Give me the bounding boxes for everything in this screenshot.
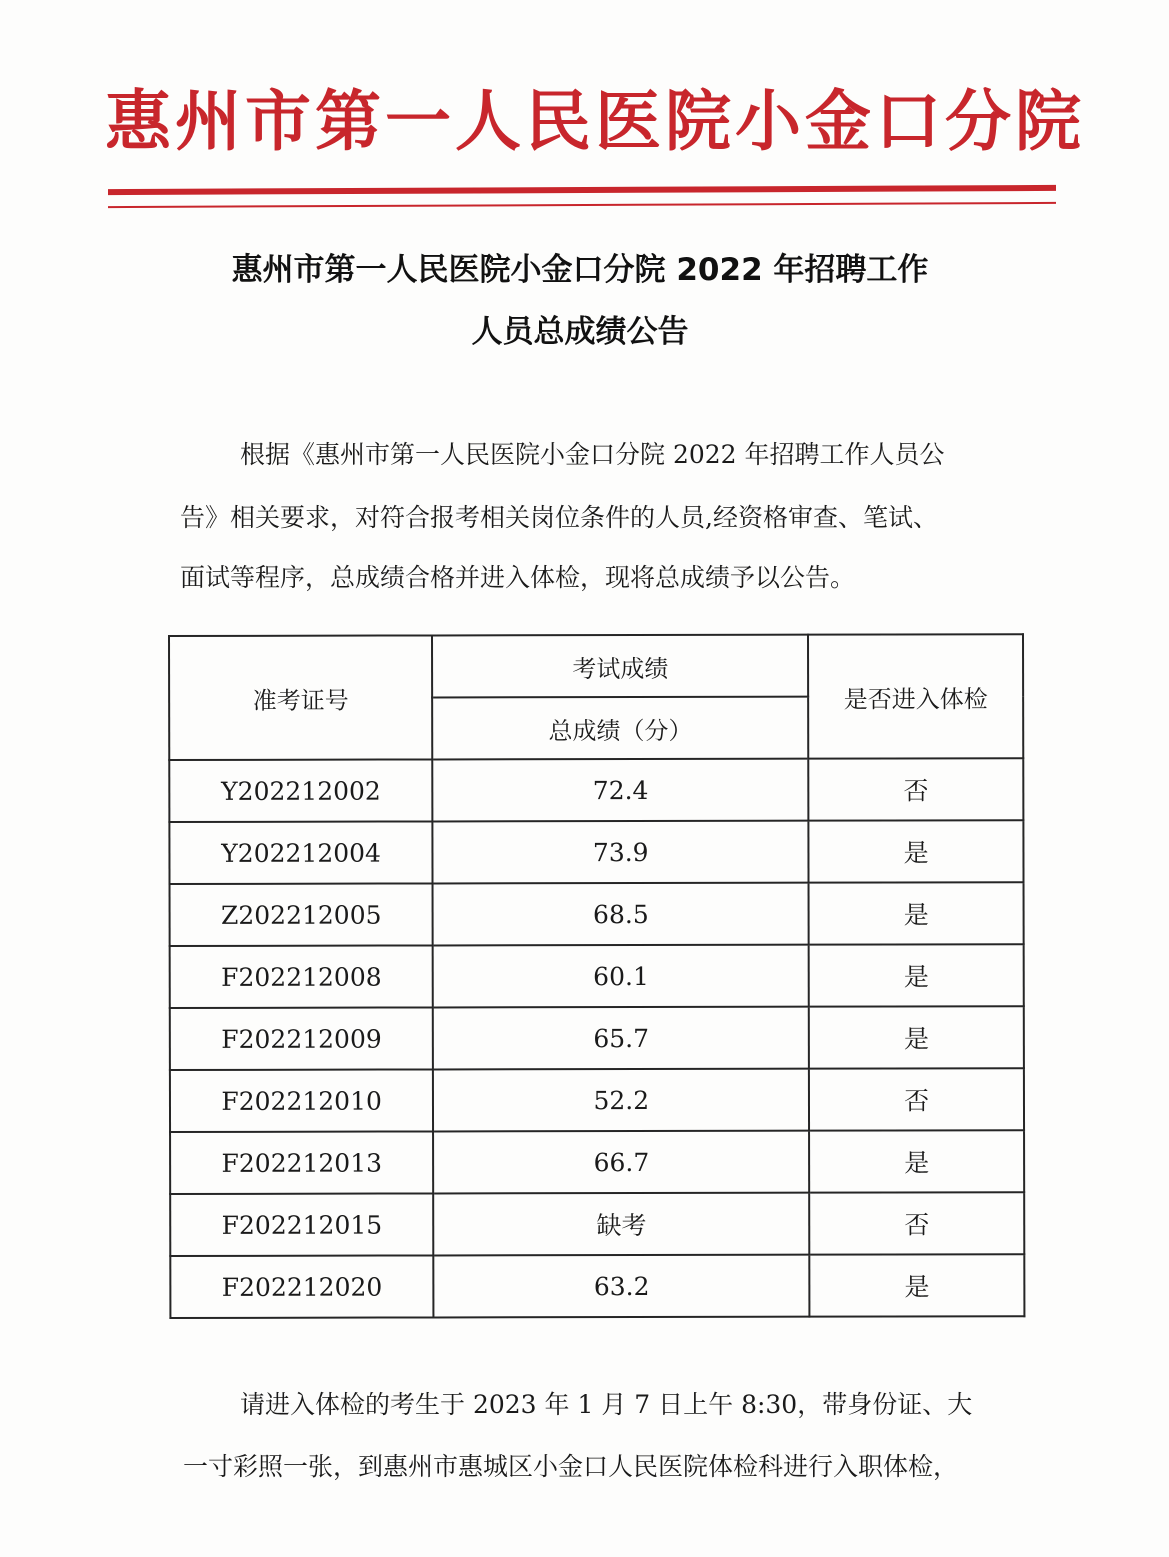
cell-candidate-id: F202212008 — [170, 945, 433, 1008]
notice-line-1: 请进入体检的考生于 2023 年 1 月 7 日上午 8:30，带身份证、大 — [240, 1390, 973, 1419]
intro-line-1: 根据《惠州市第一人民医院小金口分院 2022 年招聘工作人员公 — [240, 440, 945, 469]
table-header-row — [169, 634, 1023, 698]
header-candidate-id: 准考证号 — [169, 635, 433, 760]
cell-candidate-id: F202212013 — [170, 1131, 433, 1194]
cell-candidate-id: F202212015 — [170, 1193, 433, 1256]
table-row — [170, 1254, 1024, 1318]
cell-total-score: 72.4 — [433, 759, 809, 822]
cell-candidate-id: F202212009 — [170, 1007, 433, 1070]
cell-physical-exam: 是 — [809, 1130, 1024, 1192]
cell-physical-exam: 否 — [809, 1068, 1024, 1130]
header-exam-score-group: 考试成绩 — [432, 635, 808, 698]
cell-physical-exam: 是 — [810, 1254, 1025, 1316]
cell-physical-exam: 是 — [809, 944, 1024, 1006]
cell-total-score: 68.5 — [433, 883, 809, 946]
cell-physical-exam: 是 — [809, 1006, 1024, 1068]
cell-total-score: 65.7 — [433, 1007, 809, 1070]
intro-line-3: 面试等程序，总成绩合格并进入体检，现将总成绩予以公告。 — [180, 563, 856, 592]
table-row — [170, 1006, 1024, 1070]
cell-physical-exam: 否 — [809, 1192, 1024, 1254]
cell-candidate-id: Y202212002 — [169, 759, 432, 822]
header-physical-exam: 是否进入体检 — [808, 634, 1023, 758]
table-row — [170, 1192, 1024, 1256]
score-table — [168, 633, 1025, 1319]
cell-total-score: 63.2 — [434, 1255, 810, 1318]
intro-line-2: 告》相关要求，对符合报考相关岗位条件的人员,经资格审查、笔试、 — [180, 503, 938, 532]
cell-total-score: 66.7 — [433, 1131, 809, 1194]
table-row — [170, 944, 1024, 1008]
table-row — [169, 758, 1023, 822]
cell-candidate-id: F202212010 — [170, 1069, 433, 1132]
document-title-line-1: 惠州市第一人民医院小金口分院 2022 年招聘工作 — [231, 252, 929, 288]
cell-total-score: 52.2 — [433, 1069, 809, 1132]
cell-physical-exam: 是 — [809, 820, 1024, 882]
cell-total-score: 60.1 — [433, 945, 809, 1008]
cell-candidate-id: Z202212005 — [170, 883, 433, 946]
table-row — [169, 820, 1023, 884]
header-total-score: 总成绩（分） — [432, 697, 808, 760]
cell-physical-exam: 是 — [809, 882, 1024, 944]
cell-total-score: 缺考 — [433, 1193, 809, 1256]
masthead-title: 惠州市第一人民医院小金口分院 — [105, 83, 1085, 160]
cell-physical-exam: 否 — [809, 758, 1024, 820]
cell-candidate-id: F202212020 — [170, 1255, 433, 1318]
table-row — [170, 1130, 1024, 1194]
masthead-rule-thick — [108, 185, 1056, 195]
table-row — [170, 882, 1024, 946]
document-title-line-2: 人员总成绩公告 — [471, 314, 689, 350]
table-row — [170, 1068, 1024, 1132]
cell-candidate-id: Y202212004 — [169, 821, 432, 884]
cell-total-score: 73.9 — [433, 821, 809, 884]
notice-line-2: 一寸彩照一张，到惠州市惠城区小金口人民医院体检科进行入职体检， — [183, 1452, 959, 1481]
masthead-rule-thin — [108, 202, 1056, 208]
